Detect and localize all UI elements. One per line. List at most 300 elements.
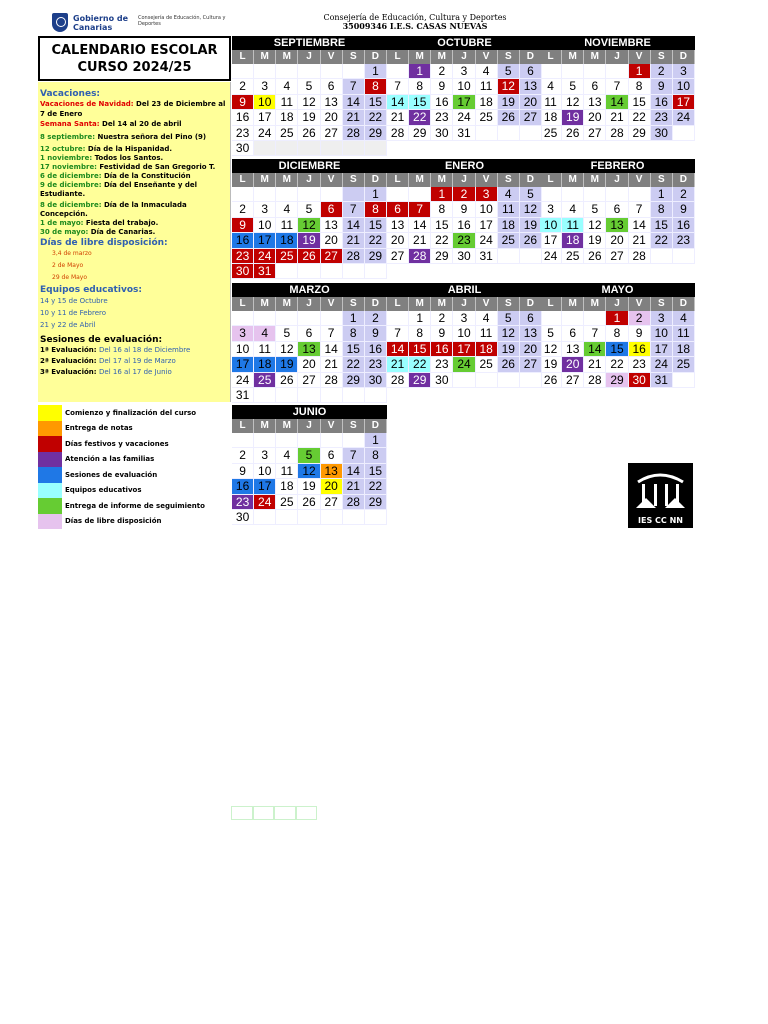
day-cell: 6 (584, 79, 606, 94)
day-cell: 3 (540, 202, 562, 217)
day-cell: 5 (298, 448, 320, 463)
free-day-item: 2 de Mayo (52, 262, 84, 269)
day-cell: 4 (562, 202, 584, 217)
weekday-label: J (453, 297, 475, 311)
holiday-line: 9 de diciembre: Día del Enseñante y del Estudiante. (40, 181, 197, 198)
weekday-label: L (540, 50, 562, 64)
month-title: JUNIO (232, 405, 387, 419)
day-cell (343, 433, 365, 448)
week-row (387, 64, 542, 79)
day-cell (276, 433, 298, 448)
week-row (387, 233, 542, 248)
weekday-label: S (343, 173, 365, 187)
day-cell: 11 (276, 95, 298, 110)
day-cell: 11 (673, 326, 695, 341)
teams-heading: Equipos educativos: (40, 285, 142, 295)
day-cell: 18 (276, 110, 298, 125)
day-cell: 11 (254, 342, 276, 357)
day-cell (276, 187, 298, 202)
day-cell: 6 (387, 202, 409, 217)
day-cell: 10 (254, 464, 276, 479)
day-cell: 29 (365, 495, 387, 510)
weekday-label: L (387, 297, 409, 311)
color-swatch (38, 467, 62, 483)
color-key-row (38, 467, 231, 483)
day-cell (276, 141, 298, 156)
day-cell: 21 (343, 110, 365, 125)
day-cell: 28 (343, 249, 365, 264)
day-cell: 21 (629, 233, 651, 248)
day-cell: 12 (298, 464, 320, 479)
day-cell: 28 (409, 249, 431, 264)
day-cell: 7 (629, 202, 651, 217)
weekday-label: J (298, 297, 320, 311)
day-cell: 25 (562, 249, 584, 264)
header-line1: Consejería de Educación, Cultura y Deportes (323, 13, 507, 22)
weekday-label: S (651, 297, 673, 311)
day-cell: 8 (409, 326, 431, 341)
day-cell: 18 (540, 110, 562, 125)
weekday-label: D (673, 50, 695, 64)
day-cell: 30 (629, 373, 651, 388)
weekday-label: M (562, 173, 584, 187)
day-cell: 28 (387, 126, 409, 141)
day-cell: 13 (387, 218, 409, 233)
week-row (387, 110, 542, 125)
day-cell: 7 (584, 326, 606, 341)
color-swatch (38, 436, 62, 452)
weekday-label: D (520, 50, 542, 64)
week-row (232, 233, 387, 248)
color-swatch (38, 452, 62, 468)
weekday-label: D (520, 173, 542, 187)
sessions-heading: Sesiones de evaluación: (40, 335, 163, 345)
day-cell: 28 (343, 495, 365, 510)
day-cell: 27 (562, 373, 584, 388)
day-cell (498, 373, 520, 388)
week-row (232, 448, 387, 463)
day-cell: 5 (520, 187, 542, 202)
day-cell: 8 (606, 326, 628, 341)
free-day-item: 3,4 de marzo (52, 250, 92, 257)
day-cell (321, 510, 343, 525)
day-cell: 24 (453, 110, 475, 125)
day-cell (321, 187, 343, 202)
weekday-label: D (365, 297, 387, 311)
week-row (232, 264, 387, 279)
day-cell: 22 (365, 233, 387, 248)
day-cell (343, 510, 365, 525)
day-cell: 1 (431, 187, 453, 202)
day-cell: 13 (606, 218, 628, 233)
day-cell: 6 (321, 79, 343, 94)
month-title: MARZO (232, 283, 387, 297)
day-cell: 16 (629, 342, 651, 357)
week-row (387, 326, 542, 341)
weekday-label: V (321, 297, 343, 311)
day-cell: 3 (232, 326, 254, 341)
day-cell: 9 (453, 202, 475, 217)
month-septiembre (232, 36, 387, 156)
day-cell: 29 (431, 249, 453, 264)
day-cell: 4 (476, 64, 498, 79)
weekday-label: M (431, 173, 453, 187)
weekday-label: M (276, 173, 298, 187)
day-cell: 15 (343, 342, 365, 357)
day-cell: 30 (232, 510, 254, 525)
day-cell: 17 (254, 479, 276, 494)
day-cell: 5 (298, 79, 320, 94)
weekday-header (387, 50, 542, 64)
day-cell (298, 187, 320, 202)
day-cell (298, 264, 320, 279)
day-cell: 13 (321, 95, 343, 110)
day-cell (321, 311, 343, 326)
week-row (232, 311, 387, 326)
day-cell: 27 (520, 357, 542, 372)
weekday-header (540, 173, 695, 187)
month-title: ABRIL (387, 283, 542, 297)
day-cell: 19 (584, 233, 606, 248)
day-cell: 20 (387, 233, 409, 248)
week-row (232, 479, 387, 494)
day-cell: 3 (476, 187, 498, 202)
day-cell: 18 (476, 342, 498, 357)
weekday-label: M (409, 50, 431, 64)
weekday-label: M (254, 419, 276, 433)
weekday-label: V (321, 173, 343, 187)
week-row (540, 342, 695, 357)
day-cell: 10 (453, 79, 475, 94)
day-cell: 5 (562, 79, 584, 94)
month-title: FEBRERO (540, 159, 695, 173)
day-cell: 13 (520, 79, 542, 94)
day-cell: 14 (629, 218, 651, 233)
week-row (232, 202, 387, 217)
day-cell: 15 (365, 95, 387, 110)
day-cell: 5 (498, 311, 520, 326)
team-item: 21 y 22 de Abril (40, 321, 96, 329)
day-cell: 13 (562, 342, 584, 357)
day-cell: 15 (365, 464, 387, 479)
free-days-heading: Días de libre disposición: (40, 238, 168, 248)
day-cell: 10 (651, 326, 673, 341)
color-key-label: Atención a las familias (65, 455, 155, 464)
day-cell: 3 (254, 448, 276, 463)
day-cell: 1 (606, 311, 628, 326)
color-key-row (38, 452, 231, 468)
day-cell: 11 (476, 79, 498, 94)
weekday-label: J (298, 419, 320, 433)
color-key-label: Equipos educativos (65, 486, 142, 495)
day-cell: 10 (254, 95, 276, 110)
day-cell (520, 126, 542, 141)
day-cell (498, 249, 520, 264)
month-title: DICIEMBRE (232, 159, 387, 173)
day-cell: 7 (387, 326, 409, 341)
day-cell: 22 (651, 233, 673, 248)
day-cell: 4 (276, 79, 298, 94)
day-cell: 24 (453, 357, 475, 372)
day-cell (562, 311, 584, 326)
weekday-label: M (409, 173, 431, 187)
weekday-header (232, 50, 387, 64)
day-cell: 12 (298, 95, 320, 110)
day-cell: 30 (453, 249, 475, 264)
weekday-label: L (387, 173, 409, 187)
day-cell: 9 (365, 326, 387, 341)
weekday-label: S (343, 419, 365, 433)
color-key-row (38, 421, 231, 437)
day-cell: 12 (520, 202, 542, 217)
day-cell: 17 (453, 342, 475, 357)
day-cell: 8 (409, 79, 431, 94)
weekday-label: V (321, 419, 343, 433)
day-cell: 2 (232, 79, 254, 94)
day-cell: 28 (343, 126, 365, 141)
day-cell: 26 (562, 126, 584, 141)
day-cell: 21 (387, 357, 409, 372)
day-cell (254, 311, 276, 326)
week-row (540, 326, 695, 341)
day-cell: 29 (365, 249, 387, 264)
day-cell: 14 (343, 95, 365, 110)
day-cell: 31 (651, 373, 673, 388)
day-cell: 12 (276, 342, 298, 357)
day-cell: 23 (673, 233, 695, 248)
day-cell: 15 (651, 218, 673, 233)
week-row (232, 64, 387, 79)
holiday-line: 17 noviembre: Festividad de San Gregorio T. (40, 163, 216, 171)
gobierno-logo (52, 12, 227, 34)
day-cell: 25 (498, 233, 520, 248)
day-cell: 24 (651, 357, 673, 372)
weekday-label: L (232, 297, 254, 311)
week-row (540, 95, 695, 110)
day-cell: 17 (476, 218, 498, 233)
holiday-line: 8 septiembre: Nuestra señora del Pino (9) (40, 133, 207, 141)
day-cell: 22 (343, 357, 365, 372)
weekday-label: L (540, 297, 562, 311)
month-mayo (540, 283, 695, 388)
day-cell: 20 (321, 110, 343, 125)
day-cell: 21 (409, 233, 431, 248)
day-cell: 19 (540, 357, 562, 372)
day-cell: 20 (584, 110, 606, 125)
weekday-label: D (520, 297, 542, 311)
day-cell (298, 141, 320, 156)
day-cell (365, 388, 387, 403)
weekday-header (232, 173, 387, 187)
day-cell: 9 (673, 202, 695, 217)
day-cell (321, 64, 343, 79)
day-cell: 8 (629, 79, 651, 94)
day-cell (629, 187, 651, 202)
day-cell: 3 (673, 64, 695, 79)
weekday-label: L (540, 173, 562, 187)
month-enero (387, 159, 542, 264)
day-cell: 18 (276, 233, 298, 248)
weekday-label: J (606, 50, 628, 64)
day-cell (673, 249, 695, 264)
day-cell: 3 (254, 202, 276, 217)
color-key-label: Comienzo y finalización del curso (65, 408, 197, 417)
week-row (232, 126, 387, 141)
evaluation-line: 1ª Evaluación: Del 16 al 18 de Diciembre (40, 346, 191, 354)
day-cell: 16 (651, 95, 673, 110)
day-cell (254, 388, 276, 403)
day-cell (540, 311, 562, 326)
day-cell (276, 510, 298, 525)
day-cell: 23 (629, 357, 651, 372)
day-cell: 8 (343, 326, 365, 341)
weekday-label: M (431, 297, 453, 311)
weekday-label: M (584, 50, 606, 64)
day-cell: 29 (606, 373, 628, 388)
day-cell (476, 373, 498, 388)
day-cell (584, 311, 606, 326)
day-cell: 2 (629, 311, 651, 326)
day-cell: 2 (673, 187, 695, 202)
day-cell: 7 (343, 202, 365, 217)
day-cell: 1 (409, 311, 431, 326)
day-cell: 24 (254, 126, 276, 141)
week-row (387, 373, 542, 388)
gobierno-name: Gobierno de Canarias (73, 14, 129, 32)
day-cell: 26 (540, 373, 562, 388)
day-cell: 3 (453, 311, 475, 326)
day-cell: 10 (673, 79, 695, 94)
day-cell: 9 (431, 79, 453, 94)
day-cell: 9 (232, 464, 254, 479)
day-cell: 14 (321, 342, 343, 357)
day-cell: 4 (254, 326, 276, 341)
weekday-label: M (276, 419, 298, 433)
day-cell: 1 (629, 64, 651, 79)
day-cell: 7 (409, 202, 431, 217)
day-cell: 22 (629, 110, 651, 125)
day-cell: 12 (498, 326, 520, 341)
week-row (232, 218, 387, 233)
day-cell: 4 (673, 311, 695, 326)
day-cell (276, 64, 298, 79)
color-key-row (38, 405, 231, 421)
color-key-label: Días de libre disposición (65, 517, 162, 526)
month-octubre (387, 36, 542, 141)
day-cell: 13 (321, 464, 343, 479)
evaluation-line: 2ª Evaluación: Del 17 al 19 de Marzo (40, 357, 176, 365)
day-cell: 16 (365, 342, 387, 357)
day-cell (365, 141, 387, 156)
day-cell: 31 (453, 126, 475, 141)
day-cell: 11 (540, 95, 562, 110)
week-row (232, 141, 387, 156)
day-cell: 30 (651, 126, 673, 141)
holiday-line: 1 de mayo: Fiesta del trabajo. (40, 219, 159, 227)
weekday-label: V (629, 297, 651, 311)
day-cell (387, 187, 409, 202)
day-cell: 1 (343, 311, 365, 326)
color-swatch (38, 483, 62, 499)
month-title: SEPTIEMBRE (232, 36, 387, 50)
weekday-label: D (365, 419, 387, 433)
day-cell: 17 (540, 233, 562, 248)
weekday-header (540, 297, 695, 311)
day-cell: 14 (584, 342, 606, 357)
week-row (232, 388, 387, 403)
day-cell: 22 (606, 357, 628, 372)
day-cell: 22 (409, 110, 431, 125)
day-cell: 27 (584, 126, 606, 141)
day-cell: 19 (276, 357, 298, 372)
weekday-label: S (498, 50, 520, 64)
day-cell (232, 187, 254, 202)
day-cell: 3 (254, 79, 276, 94)
day-cell: 26 (276, 373, 298, 388)
day-cell: 19 (520, 218, 542, 233)
day-cell: 8 (365, 79, 387, 94)
day-cell: 4 (476, 311, 498, 326)
day-cell: 17 (232, 357, 254, 372)
weekday-label: M (409, 297, 431, 311)
shield-icon (52, 13, 68, 32)
week-row (387, 95, 542, 110)
day-cell: 12 (584, 218, 606, 233)
week-row (232, 357, 387, 372)
day-cell: 8 (651, 202, 673, 217)
day-cell: 29 (409, 126, 431, 141)
day-cell: 21 (343, 479, 365, 494)
day-cell: 26 (498, 357, 520, 372)
month-diciembre (232, 159, 387, 279)
day-cell: 10 (254, 218, 276, 233)
santa-line: Semana Santa: Del 14 al 20 de abril (40, 120, 182, 128)
weekday-label: L (387, 50, 409, 64)
day-cell: 16 (232, 110, 254, 125)
day-cell: 6 (520, 64, 542, 79)
day-cell: 25 (540, 126, 562, 141)
day-cell: 9 (431, 326, 453, 341)
holiday-line: 6 de diciembre: Día de la Constitución (40, 172, 191, 180)
day-cell (254, 64, 276, 79)
day-cell: 11 (476, 326, 498, 341)
day-cell: 23 (232, 249, 254, 264)
day-cell: 6 (298, 326, 320, 341)
day-cell: 4 (276, 202, 298, 217)
team-item: 14 y 15 de Octubre (40, 297, 108, 305)
day-cell: 24 (540, 249, 562, 264)
day-cell (387, 311, 409, 326)
title-line2: CURSO 2024/25 (77, 60, 192, 75)
weekday-label: D (365, 50, 387, 64)
day-cell: 29 (365, 126, 387, 141)
day-cell: 24 (254, 249, 276, 264)
day-cell: 17 (673, 95, 695, 110)
day-cell (254, 141, 276, 156)
day-cell: 18 (673, 342, 695, 357)
day-cell: 7 (343, 79, 365, 94)
day-cell (453, 373, 475, 388)
day-cell: 27 (520, 110, 542, 125)
day-cell (321, 264, 343, 279)
week-row (232, 342, 387, 357)
day-cell: 7 (606, 79, 628, 94)
day-cell: 2 (453, 187, 475, 202)
color-swatch (38, 514, 62, 530)
school-emblem-icon (634, 468, 687, 512)
day-cell: 22 (431, 233, 453, 248)
header-line2: 35009346 I.E.S. CASAS NUEVAS (342, 21, 488, 31)
